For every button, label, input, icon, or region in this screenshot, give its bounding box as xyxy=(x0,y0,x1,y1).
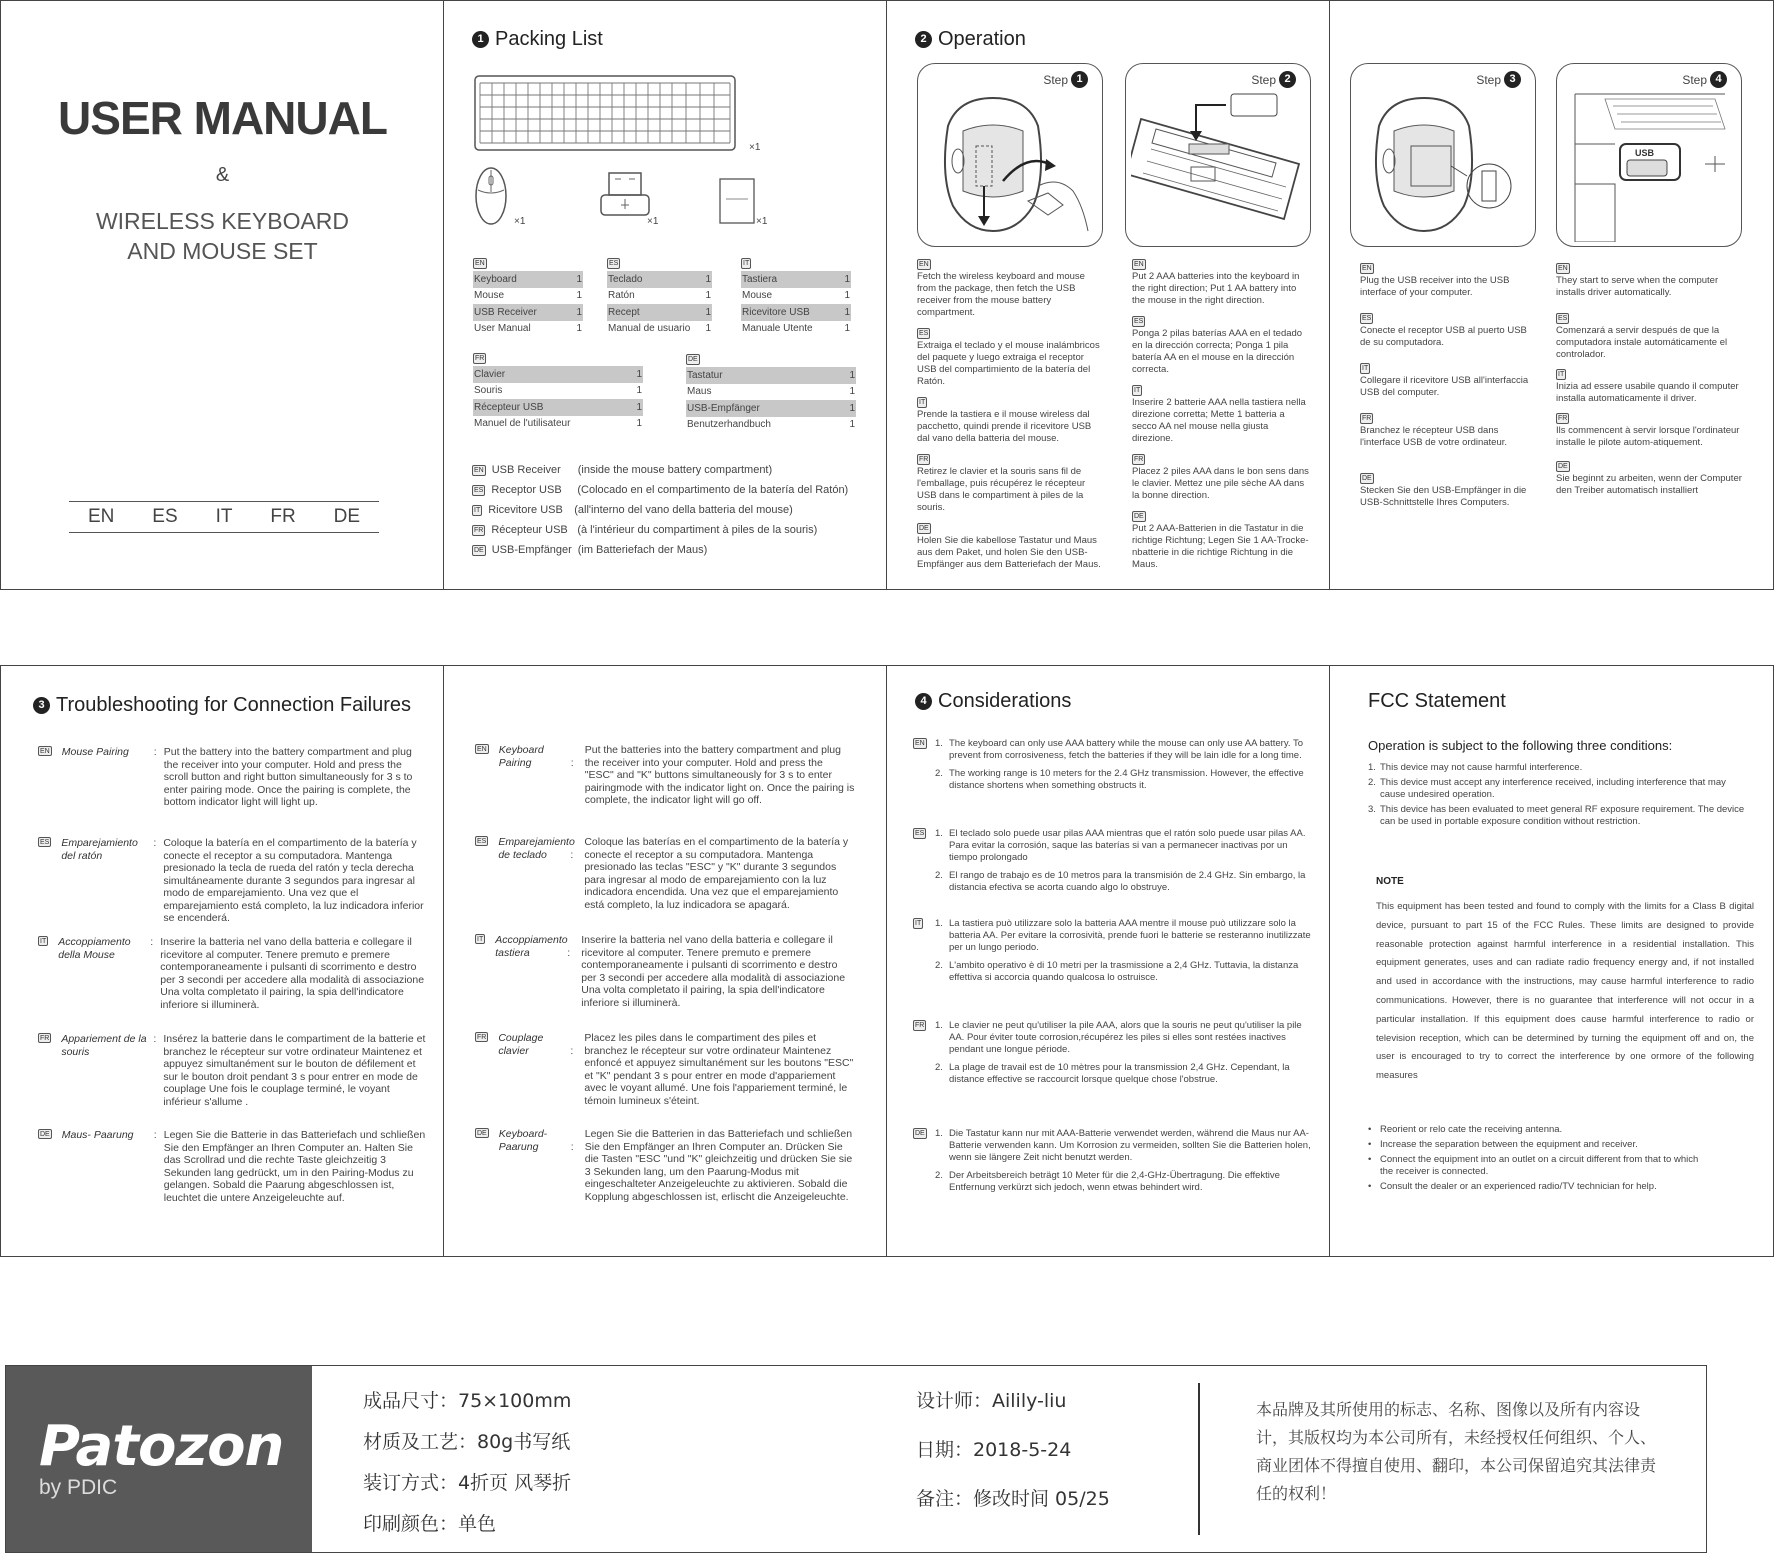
packing-table-fr xyxy=(473,353,643,432)
step-label: Step 4 xyxy=(1682,71,1727,88)
table-row: Tastiera 1 xyxy=(741,271,851,288)
keyboard-pairing-it: IT Accoppiamento tastiera : Inserire la batteria nel vano della batteria e collegare il ricevitore al computer. Tenere premuto e premere contemporaneamente i pulsanti di scorrimento e destro per 3 secondi per accedere alla modalità di associazione Una volta completato il pairing, la spia dell'indicatore inferiore si illuminerà. xyxy=(477,934,846,1009)
legend-row: DE USB-Empfänger (im Batteriefach der Maus) xyxy=(474,544,708,556)
spec-binding: 装订方式：4折页 风琴折 xyxy=(363,1472,572,1494)
print-spec-footer xyxy=(5,1365,1707,1553)
table-row: Maus 1 xyxy=(687,386,855,398)
cover-lang: FR xyxy=(270,506,296,527)
mouse-pairing-de: DE Maus- Paarung : Legen Sie die Batterie in das Batteriefach und schließen Sie den Empfänger an Ihren Computer an. Halten Sie das Scrollrad und die rechte Taste gleichzeitig 3 Sekunden lang gedrückt, um in den Pairing-Modus zu gelangen. Sobald die Paarung abgeschlossen ist, leuchtet die untere Anzeigeleuchte auf. xyxy=(40,1129,426,1204)
legend-row: IT Ricevitore USB (all'interno del vano della batteria del mouse) xyxy=(474,504,793,516)
section-number: 2 xyxy=(915,31,932,48)
section-title: Operation xyxy=(938,28,1026,50)
section-title: Considerations xyxy=(938,690,1072,712)
receiver-qty: ×1 xyxy=(647,216,659,227)
section-title: Packing List xyxy=(495,28,603,50)
keyboard-pairing-en: EN Keyboard Pairing : Put the batteries into the battery compartment and plug the receiver into your computer. Hold and press the "ESC" and "K" buttons simultaneously for 3 s to enter pairingmode with the indicator light on. Once the pairing is complete, the indicator light will go off. xyxy=(477,744,855,806)
step1-illustration xyxy=(917,63,1103,247)
keyboard-pairing-de: DE Keyboard-Paarung : Legen Sie die Batterien in das Batteriefach und schließen Sie den Empfänger an Ihren Computer an. Drücken Sie die Tasten "ESC "und "K" gleichzeitig und drücken Sie sie 3 Sekunden lang, um den Paarung-Modus mit eingeschalteter Anzeigeleuchte zu aktivieren. Sobald die Kopplung abgeschlossen ist, erlischt die Anzeigeleuchte. xyxy=(477,1128,853,1203)
table-row: Keyboard 1 xyxy=(473,271,583,288)
considerations-heading xyxy=(915,690,1071,713)
spec-color: 印刷颜色：单色 xyxy=(363,1513,497,1535)
table-row: Manuale Utente 1 xyxy=(742,323,850,335)
brand-block xyxy=(6,1366,312,1552)
considerations-es: ES 1. El teclado solo puede usar pilas AAA mientras que el ratón solo puede usar pilas AA. Para evitar la corrosión, saque las baterías si van a permanecer inactivas por un tiempo prolongado 2. El rango de trabajo es de 10 metros para la transmisión de 2.4 GHz. Sin embargo, la distancia efectiva se acorta cuando algo lo obstruye. xyxy=(915,828,1306,893)
spec-remark: 备注：修改时间 05/25 xyxy=(916,1488,1110,1510)
troubleshooting-panel-a xyxy=(1,666,444,1256)
step2-text: EN Put 2 AAA batteries into the keyboard in the right direction; Put 1 AA battery into the mouse in the right direction. ES Ponga 2 pilas baterías AAA en el tedado en la dirección correcta; Ponga 1 pila batería AA en el mouse en la dirección correcta. IT Inserire 2 batterie AAA nella tastiera nella direzione corretta; Mette 1 batteria a secco AA nel mouse nella giusta direzione. FR Placez 2 piles AAA dans le bon sens dans le clavier. Mettez une pile sèche AA dans la bonne direction. DE Put 2 AAA-Batterien in die Tastatur in die richtige Richtung; Legen Sie 1 AA-Trocke-nbatterie in die richtige Richtung in die Maus. xyxy=(1132,261,1309,571)
step3-illustration xyxy=(1350,63,1536,247)
mouse-pairing-es: ES Emparejamiento del ratón : Coloque la batería en el compartimento de la batería y conecte el receptor a su computadora. Mantenga presionado la tecla de rueda del ratón y tecla derecha simultáneamente durante 3 segundos para ingresar al modo de emparejamiento. Una vez que el emparejamiento está completo, la luz indicadora inferior se encenderá. xyxy=(40,837,424,924)
fcc-panel xyxy=(1330,666,1773,1256)
cover-panel xyxy=(1,1,444,589)
fcc-subtitle: Operation is subject to the following three conditions: xyxy=(1368,738,1673,753)
considerations-en: EN 1. The keyboard can only use AAA battery while the mouse can only use AA battery. To prevent from corrosiveness, fetch the batteries if they will be lain idle for a long time. 2. The working range is 10 meters for the 2.4 GHz transmission. However, the effective distance shortens when something obstructs it. xyxy=(915,738,1304,791)
manual-illustration xyxy=(718,177,756,225)
lang-badge: EN xyxy=(475,260,485,267)
cover-lang: DE xyxy=(333,506,361,527)
packing-table-it xyxy=(741,258,851,337)
considerations-de: DE 1. Die Tastatur kann nur mit AAA-Batterie verwendet werden, während die Maus nur AA-Batterie verwenden kann. Um Korrosion zu vermeiden, sollten Sie die Batterien holen, wenn sie längere Zeit nicht benutzt werden. 2. Der Arbeitsbereich beträgt 10 Meter für die 2,4-GHz-Übertragung. Die effektive Entfernung verkürzt sich jedoch, wenn etwas behindert wird. xyxy=(915,1128,1311,1193)
step2-illustration xyxy=(1125,63,1311,247)
copyright-notice: 本品牌及其所使用的标志、名称、图像以及所有内容设计，其版权均为本公司所有，未经授权任何组织、个人、商业团体不得擅自使用、翻印，本公司保留追究其法律责任的权利！ xyxy=(1256,1400,1657,1503)
fcc-note-title: NOTE xyxy=(1376,876,1404,887)
keyboard-qty: ×1 xyxy=(749,142,761,153)
operation-heading xyxy=(915,28,1026,51)
keyboard-illustration xyxy=(474,75,736,151)
section-number: 1 xyxy=(472,31,489,48)
considerations-panel xyxy=(887,666,1330,1256)
packing-table-en xyxy=(473,258,583,337)
keyboard-pairing-fr: FR Couplage clavier : Placez les piles dans le compartiment des piles et branchez le récepteur sur votre ordinateur Maintenez enfoncé et appuyez simultanément sur les boutons "ESC" et "K" pendant 3 s pour entrer en mode d'appariement avec le voyant allumé. Une fois l'appariement terminé, le témoin lumineux s'éteint. xyxy=(477,1032,854,1107)
packing-table-de xyxy=(686,354,856,433)
table-row: Mouse 1 xyxy=(474,290,582,302)
lang-badge: FR xyxy=(475,355,485,362)
spec-material: 材质及工艺：80g书写纸 xyxy=(363,1431,571,1453)
table-row: Ratón 1 xyxy=(608,290,711,302)
fcc-title: FCC Statement xyxy=(1368,690,1506,712)
cover-language-bar xyxy=(69,501,379,533)
section-number: 4 xyxy=(915,693,932,710)
fcc-conditions: 1. This device may not cause harmful interference. 2. This device must accept any interference received, including interference that may cause undesired operation. 3. This device has been evaluated to meet general RF exposure requirement. The device can be used in portable exposure condition without restriction. xyxy=(1368,762,1745,827)
spec-date: 日期：2018-5-24 xyxy=(916,1439,1072,1461)
mouse-pairing-fr: FR Appariement de la souris : Insérez la batterie dans le compartiment de la batterie et branchez le récepteur sur votre ordinateur Maintenez et appuyez simultanément sur le bouton de défilement et sur le bouton droit pendant 3 s pour entrer en mode de couplage Une fois le couplage terminé, le voyant inférieur s'allume . xyxy=(40,1033,426,1108)
table-row: Ricevitore USB 1 xyxy=(741,304,851,321)
cover-lang: ES xyxy=(152,506,178,527)
lang-badge: IT xyxy=(743,260,750,267)
operation-panel-a xyxy=(887,1,1330,589)
troubleshooting-heading xyxy=(33,694,411,717)
mouse-pairing-it: IT Accoppiamento della Mouse : Inserire la batteria nel vano della batteria e collegare il ricevitore al computer. Tenere premuto e premere contemporaneamente i pulsanti di scorrimento e destro per 3 secondi per accedere alla modalità di associazione Una volta completato il pairing, la spia dell'indicatore inferiore si illuminerà. xyxy=(40,936,425,1011)
mouse-pairing-en: EN Mouse Pairing : Put the battery into the battery compartment and plug the receiver into your computer. Hold and press the scroll button and right button simultaneously for 3 s to enter pairing mode. Once the pairing is complete, the bottom indicator light will light up. xyxy=(40,746,413,808)
packing-heading xyxy=(472,28,603,51)
operation-panel-b xyxy=(1330,1,1773,589)
cover-lang: IT xyxy=(215,506,233,527)
table-row: User Manual 1 xyxy=(474,323,582,335)
sheet-back xyxy=(0,665,1774,1257)
spec-size: 成品尺寸：75×100mm xyxy=(363,1390,572,1412)
table-row: Mouse 1 xyxy=(742,290,850,302)
table-row: Clavier 1 xyxy=(473,366,643,383)
lang-badge: ES xyxy=(609,260,619,267)
receiver-illustration xyxy=(599,171,651,219)
cover-title: USER MANUAL xyxy=(58,92,387,144)
step4-text: EN They start to serve when the computer installs driver automatically. ES Comenzará a servir después de que la computadora instale automáticamente el controlador. IT Inizia ad essere usabile quando il computer installa automaticamente il driver. FR Ils commencent à servir lorsque l'ordinateur installe le pilote autom-atiquement. DE Sie beginnt zu arbeiten, wenn der Computer den Treiber automatisch installiert xyxy=(1556,265,1742,497)
cover-lang: EN xyxy=(87,506,115,527)
section-number: 3 xyxy=(33,697,50,714)
table-row: USB-Empfänger 1 xyxy=(686,400,856,417)
table-row: Benutzerhandbuch 1 xyxy=(687,419,855,431)
step-label: Step 1 xyxy=(1043,71,1088,88)
brand-byline: by PDIC xyxy=(39,1476,118,1499)
troubleshooting-panel-b xyxy=(444,666,887,1256)
legend-row: EN USB Receiver (inside the mouse battery compartment) xyxy=(474,464,773,476)
section-title: Troubleshooting for Connection Failures xyxy=(56,694,412,716)
table-row: USB Receiver 1 xyxy=(473,304,583,321)
legend-row: ES Receptor USB (Colocado en el compartimento de la batería del Ratón) xyxy=(474,484,849,496)
table-row: Récepteur USB 1 xyxy=(473,399,643,416)
sheet-front xyxy=(0,0,1774,590)
fcc-measures: • Reorient or relo cate the receiving antenna. • Increase the separation between the equipment and receiver. • Connect the equipment into an outlet on a circuit different from that to which the receiver is connected. • Consult the dealer or an experienced radio/TV technician for help. xyxy=(1368,1124,1699,1192)
footer-divider xyxy=(1198,1383,1200,1535)
table-row: Tastatur 1 xyxy=(686,367,856,384)
packing-table-es xyxy=(607,258,712,337)
svg-text:USB: USB xyxy=(1635,148,1655,158)
fcc-note: This equipment has been tested and found to comply with the limits for a Class B digital device, pursuant to part 15 of the FCC Rules. These limits are designed to provide reasonable protection against harmful interference in a residential installation. This equipment generates, uses and can radiate radio frequency energy and, if not installed and used in accordance with the instructions, may cause harmful interference to radio communications. However, there is no guarantee that interference will not occur in a particular installation. If this equipment does cause harmful interference to radio or television reception, which can be determined by turning the equipment off and on, the user is encouraged to try to correct the interference by one ormore of the following measures xyxy=(1376,901,1754,1082)
manual-qty: ×1 xyxy=(756,216,768,227)
table-row: Manual de usuario 1 xyxy=(608,323,711,335)
legend-row: FR Récepteur USB (à l'intérieur du compartiment à piles de la souris) xyxy=(474,524,818,536)
cover-subtitle: WIRELESS KEYBOARD AND MOUSE SET xyxy=(95,208,350,264)
step4-illustration xyxy=(1556,63,1742,247)
step-label: Step 3 xyxy=(1476,71,1521,88)
table-row: Recept 1 xyxy=(607,304,712,321)
considerations-fr: FR 1. Le clavier ne peut qu'utiliser la pile AAA, alors que la souris ne peut qu'utiliser la pile AA. Pour éviter toute corrosion,récupérez les piles si elles sont restées inactives pendant une longue période. 2. La plage de travail est de 10 mètres pour la transmission 2,4 GHz. Cependant, la distance effective se raccourcit lorsque quelque chose l'obstrue. xyxy=(915,1020,1302,1085)
spec-designer: 设计师：Ailily-liu xyxy=(916,1390,1067,1412)
table-row: Souris 1 xyxy=(474,385,642,397)
table-row: Teclado 1 xyxy=(607,271,712,288)
mouse-illustration xyxy=(474,166,508,226)
considerations-it: IT 1. La tastiera può utilizzare solo la batteria AAA mentre il mouse può utilizzare solo la batteria AA. Per evitare la corrosività, prende fuori le batterie se resteranno inutilizzate per un lungo periodo. 2. L'ambito operativo è di 10 metri per la trasmissione a 2,4 GHz. Tuttavia, la distanza effettiva si accorcia quando qualcosa lo ostruisce. xyxy=(915,918,1311,983)
brand-logo: Patozon xyxy=(39,1414,284,1479)
step3-text: EN Plug the USB receiver into the USB interface of your computer. ES Conecte el receptor USB al puerto USB de su computadora. IT Collegare il ricevitore USB all'interfaccia USB del computer. FR Branchez le récepteur USB dans l'interface USB de votre ordinateur. DE Stecken Sie den USB-Empfänger in die USB-Schnittstelle Ihres Computers. xyxy=(1360,265,1529,509)
receiver-legend xyxy=(472,460,848,560)
mouse-qty: ×1 xyxy=(514,216,526,227)
lang-badge: DE xyxy=(688,356,698,363)
keyboard-pairing-es: ES Emparejamiento de teclado : Coloque las baterías en el compartimento de la batería y conecte el receptor a su computadora. Mantenga presionado las teclas "ESC" y "K" durante 3 segundos para ingresar al modo de emparejamiento con la luz indicadora encendida. Una vez que el emparejamiento está completo, la luz indicadora se apagará. xyxy=(477,836,849,911)
table-row: Manuel de l'utilisateur 1 xyxy=(474,418,642,430)
cover-ampersand: & xyxy=(215,164,230,186)
step1-text: EN Fetch the wireless keyboard and mouse from the package, then fetch the USB receiver from the mouse battery compartment. ES Extraiga el teclado y el mouse inalámbricos del paquete y luego extraiga el receptor USB del compartimiento de la batería del Ratón. IT Prende la tastiera e il mouse wireless dal pacchetto, quindi prende il ricevitore USB dal vano della batteria del mouse. FR Retirez le clavier et la souris sans fil de l'emballage, puis récupérez le récepteur USB dans le compartiment à piles de la souris. DE Holen Sie die kabellose Tastatur und Maus aus dem Paket, und holen Sie den USB-Empfänger aus dem Batteriefach der Maus. xyxy=(917,261,1101,571)
packing-panel xyxy=(444,1,887,589)
step-label: Step 2 xyxy=(1251,71,1296,88)
